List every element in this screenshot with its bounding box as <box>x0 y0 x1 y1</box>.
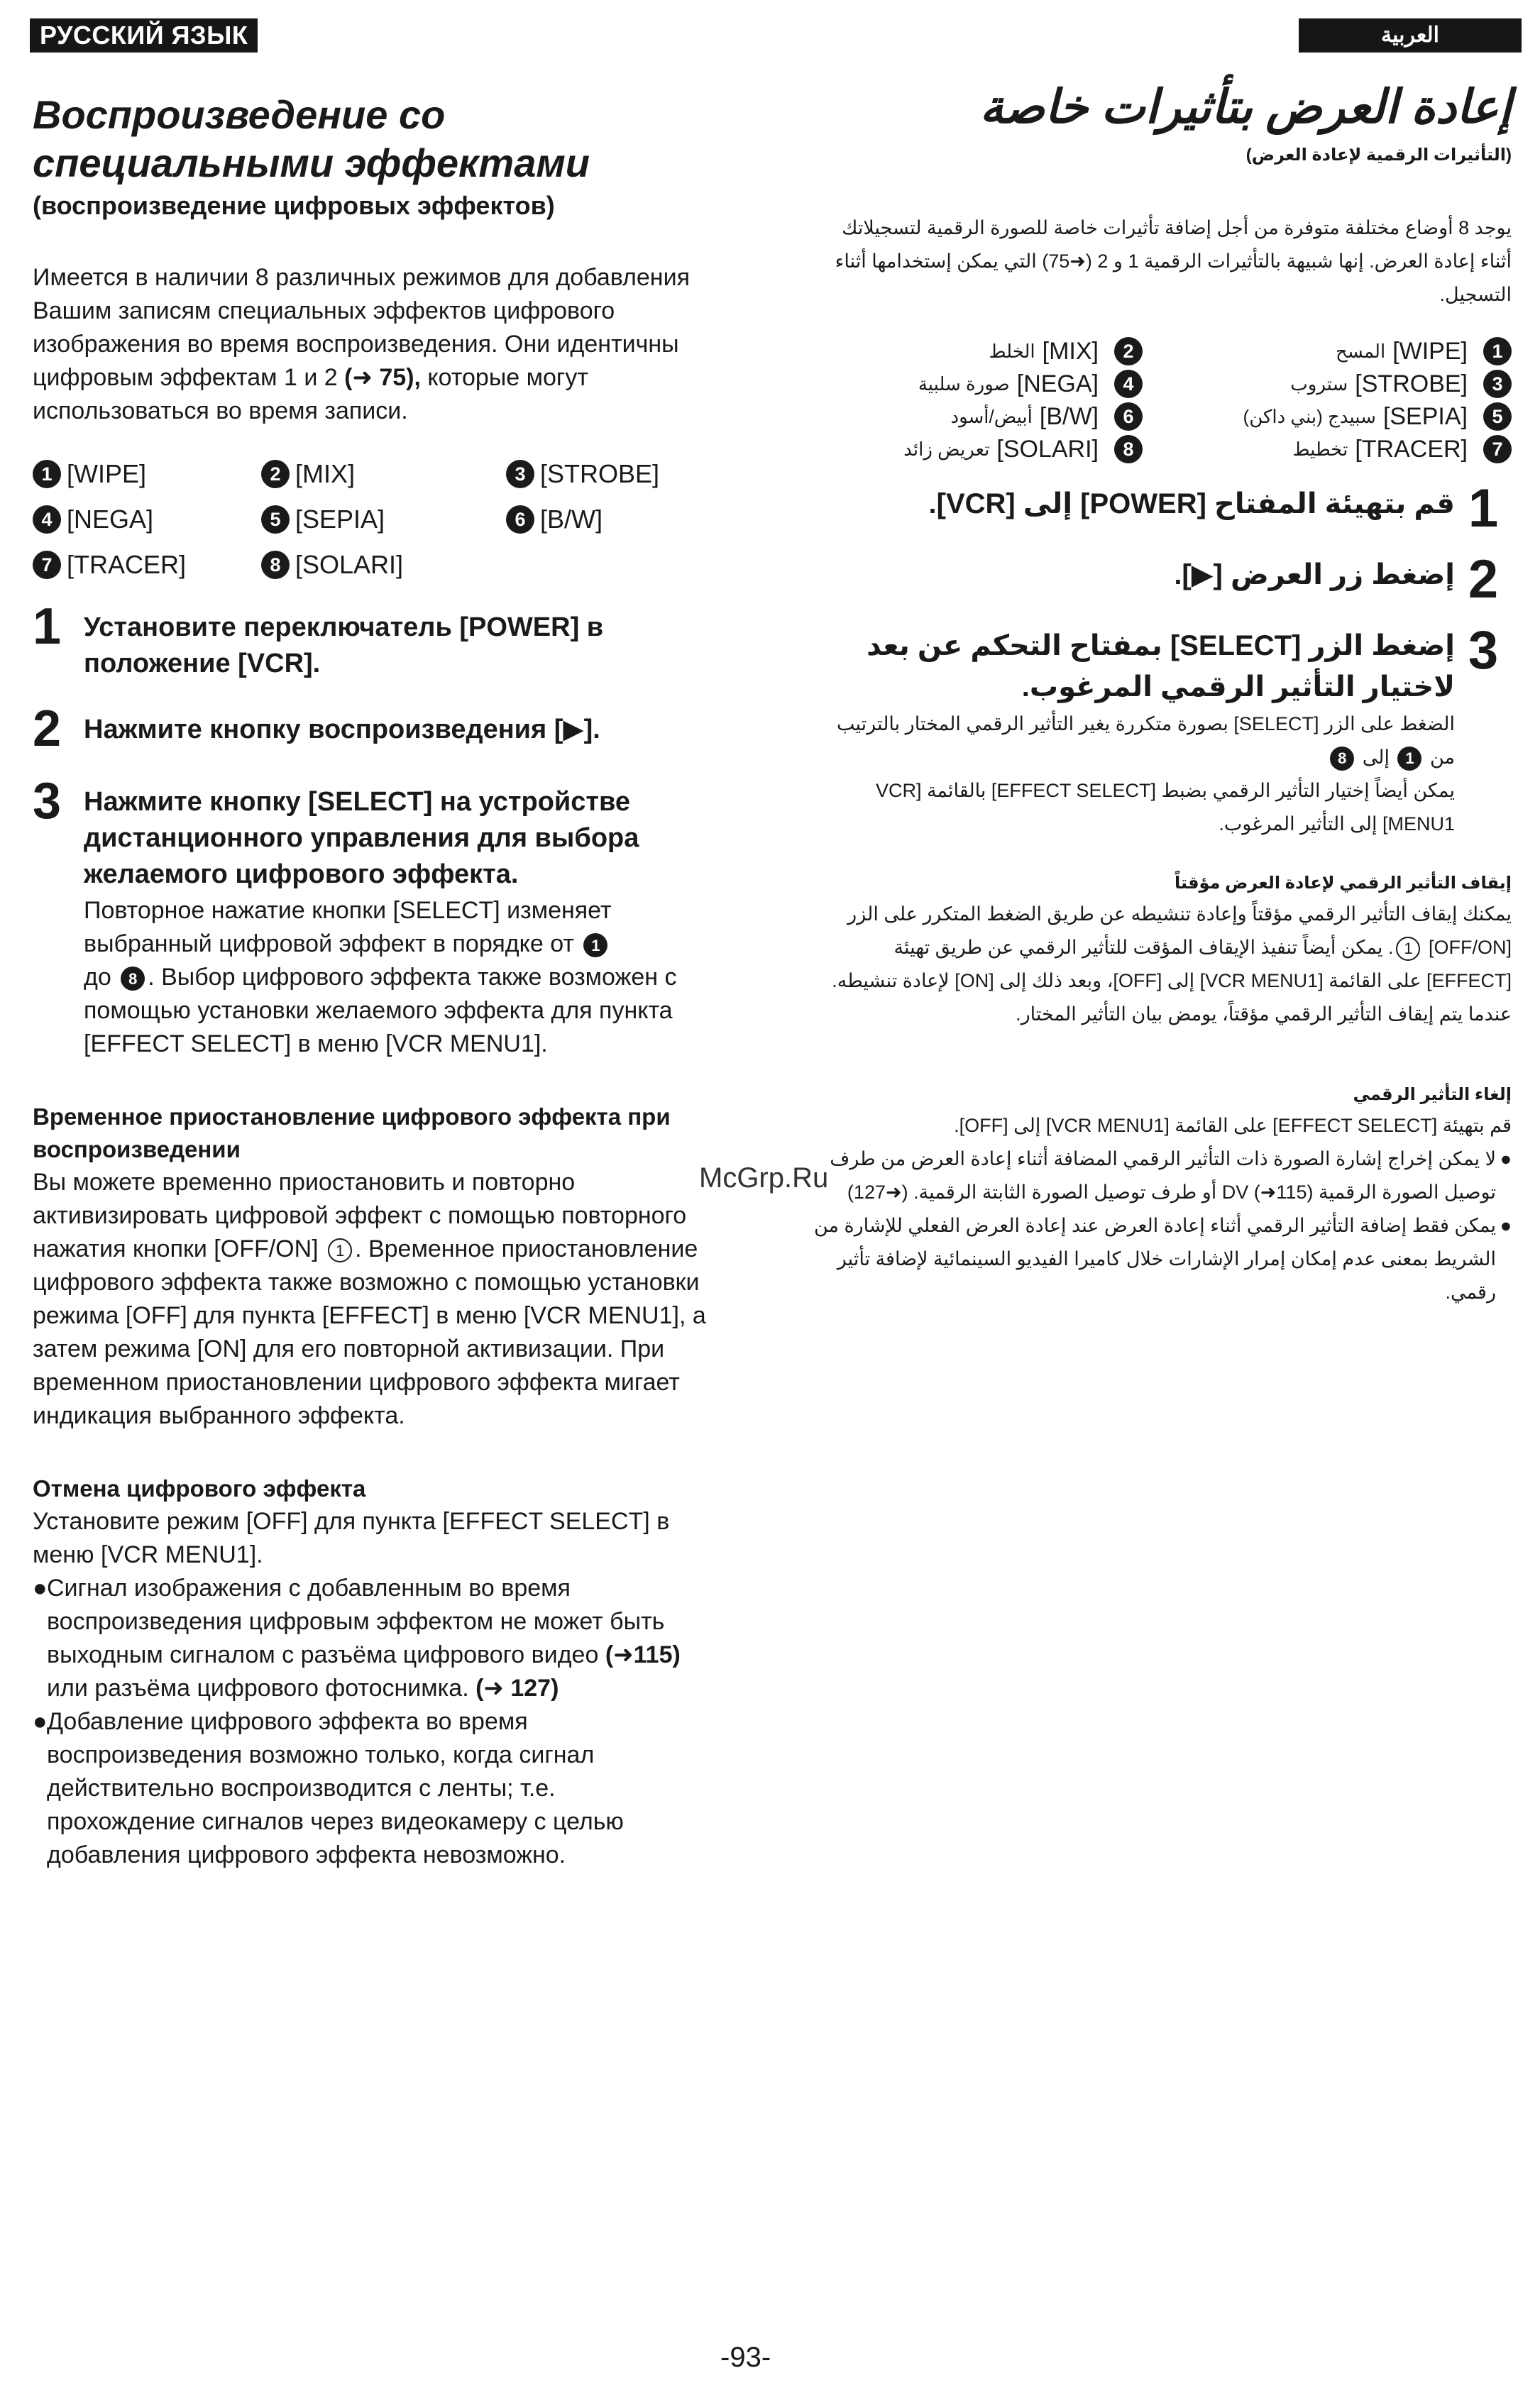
step-number: 3 <box>1468 620 1499 681</box>
note-text: или разъёма цифрового фотоснимка. <box>47 1675 476 1702</box>
pause-text-end: . Временное приостановление цифрового эффекта также возможно с помощью установки режима [OFF] для пункта [EFFECT] в меню [VCR MENU1], а затем режима [ON] для его повторной активизации. При временном приостановлении цифрового эффекта мигает индикация выбранного эффекта. <box>33 1235 706 1429</box>
pause-text-start: Вы можете временно приостановить и повторно активизировать цифровой эффект с помощью повторного нажатия кнопки [OFF/ON] <box>33 1169 687 1262</box>
number-badge-icon: 4 <box>1114 370 1143 398</box>
step-instruction: قم بتهيئة المفتاح [POWER] إلى [VCR]. <box>928 488 1455 519</box>
mode-item <box>845 337 1143 365</box>
page-title <box>33 91 707 187</box>
page-ref: (➜115) <box>605 1641 681 1668</box>
section-heading: إيقاف التأثير الرقمي لإعادة العرض مؤقتاً <box>1175 874 1512 893</box>
mode-label: [MIX] <box>1042 337 1099 365</box>
step-instruction: Нажмите кнопку [SELECT] на устройстве дистанционного управления для выбора желаемого цифрового эффекта. <box>84 787 639 889</box>
mode-word: تخطيط <box>1292 438 1348 460</box>
note-bullet <box>33 1572 707 1705</box>
detail-text: يمكن أيضاً إختيار التأثير الرقمي بضبط [EFFECT SELECT] بالقائمة [VCR MENU1] إلى التأثير المرغوب. <box>875 780 1455 835</box>
step-number: 2 <box>33 700 62 757</box>
note-text: Добавление цифрового эффекта во время воспроизведения возможно только, когда сигнал действительно воспроизводится с ленты; т.е. прохождение сигналов через видеокамеру с целью добавления цифрового эффекта невозможно. <box>47 1708 624 1868</box>
step-number: 2 <box>1468 549 1499 610</box>
mode-item <box>33 550 261 580</box>
detail-text: до <box>84 964 111 991</box>
mode-item <box>506 505 705 534</box>
mode-label: [WIPE] <box>1392 337 1468 365</box>
step-number: 1 <box>33 598 62 655</box>
arabic-subtitle: (التأثيرات الرقمية لإعادة العرض) <box>1245 145 1512 165</box>
number-badge-icon: 4 <box>33 505 61 534</box>
step-instruction: إضغط زر العرض [▶]. <box>1174 559 1455 590</box>
mode-item <box>1143 435 1512 463</box>
pause-section <box>33 1101 707 1433</box>
mode-word: ستروب <box>1290 373 1348 395</box>
arabic-column <box>809 78 1512 1309</box>
mode-word: الخلط <box>989 340 1035 362</box>
bullet-icon: ● <box>33 1575 48 1602</box>
number-badge-icon: 8 <box>121 967 145 991</box>
mode-item <box>33 459 261 489</box>
number-badge-icon: 1 <box>583 933 607 957</box>
arabic-step-2 <box>809 549 1512 610</box>
mode-item <box>845 435 1143 463</box>
bullet-icon: ● <box>1500 1215 1512 1236</box>
step-instruction: Установите переключатель [POWER] в положение [VCR]. <box>84 612 604 678</box>
intro-paragraph <box>33 261 707 428</box>
mode-label: [SEPIA] <box>1382 402 1468 430</box>
page-ref: (➜ 127) <box>475 1675 559 1702</box>
arabic-intro: يوجد 8 أوضاع مختلفة متوفرة من أجل إضافة تأثيرات خاصة للصورة الرقمية لتسجيلاتك أثناء إعادة العرض. إنها شبيهة بالتأثيرات الرقمية 1 و 2 (➜75) التي يمكن إستخدامها أثناء التسجيل. <box>835 217 1512 305</box>
step-2 <box>33 700 707 757</box>
mode-label: [NEGA] <box>67 505 154 534</box>
step-3 <box>33 773 707 1061</box>
number-badge-icon: 1 <box>33 460 61 488</box>
russian-column <box>33 91 707 1872</box>
mode-label: [TRACER] <box>67 550 187 579</box>
number-badge-icon: 2 <box>1114 337 1143 365</box>
number-badge-icon: 5 <box>261 505 290 534</box>
arabic-step-1 <box>809 478 1512 539</box>
mode-word: سبيدج (بني داكن) <box>1243 405 1376 427</box>
number-badge-icon: 6 <box>506 505 534 534</box>
section-heading: Временное приостановление цифрового эффекта при воспроизведении <box>33 1103 671 1162</box>
number-badge-icon: 3 <box>506 460 534 488</box>
number-badge-icon: 8 <box>261 551 290 579</box>
section-heading: إلغاء التأثير الرقمي <box>1353 1085 1512 1104</box>
language-tab-russian: РУССКИЙ ЯЗЫК <box>30 18 258 53</box>
mode-label: [SOLARI] <box>996 435 1099 463</box>
note-text: Сигнал изображения с добавленным во время воспроизведения цифровым эффектом не может быть выходным сигналом с разъёма цифрового видео <box>47 1575 665 1668</box>
arabic-title: إعادة العرض بتأثيرات خاصة <box>979 80 1512 133</box>
mode-item <box>845 402 1143 431</box>
mode-item <box>1143 370 1512 398</box>
step-3-details <box>84 894 707 1061</box>
watermark: McGrp.Ru <box>699 1162 829 1194</box>
mode-label: [MIX] <box>295 459 356 488</box>
arabic-cancel-section <box>809 1081 1512 1309</box>
detail-text: الضغط على الزر [SELECT] بصورة متكررة يغير التأثير الرقمي المختار بالترتيب من <box>836 713 1455 768</box>
mode-label: [SOLARI] <box>295 550 404 579</box>
note-bullet <box>809 1209 1512 1309</box>
mode-word: تعريض زائد <box>903 438 990 460</box>
note-bullet <box>809 1142 1512 1209</box>
language-tab-arabic: العربية <box>1299 18 1522 53</box>
number-badge-icon: 7 <box>1483 435 1512 463</box>
effect-mode-list <box>33 459 707 580</box>
number-badge-icon: 3 <box>1483 370 1512 398</box>
page-number: -93- <box>720 2342 771 2373</box>
step-1 <box>33 598 707 682</box>
mode-word: أبيض/أسود <box>950 405 1033 427</box>
arabic-pause-section <box>809 869 1512 1031</box>
step-instruction: Нажмите кнопку воспроизведения [▶]. <box>84 715 600 744</box>
number-badge-icon: 6 <box>1114 402 1143 431</box>
bullet-icon: ● <box>33 1708 48 1735</box>
note-text: يمكن فقط إضافة التأثير الرقمي أثناء إعادة العرض عند إعادة العرض الفعلي للإشارة من الشريط بمعنى عدم إمكان إمرار الإشارات خلال كاميرا الفيديو السينمائية لإضافة تأثير رقمي. <box>813 1215 1496 1303</box>
pause-text <box>33 1166 707 1433</box>
step-number: 1 <box>1468 478 1499 539</box>
detail-text: Повторное нажатие кнопки [SELECT] изменяет выбранный цифровой эффект в порядке от <box>84 897 612 957</box>
mode-item <box>261 505 506 534</box>
mode-label: [STROBE] <box>540 459 660 488</box>
number-badge-icon: 8 <box>1114 435 1143 463</box>
arabic-step-3 <box>809 620 1512 841</box>
pause-text-end: . يمكن أيضاً تنفيذ الإيقاف المؤقت للتأثير الرقمي عن طريق تهيئة [EFFECT] على القائمة [VCR MENU1] إلى [OFF]، وبعد ذلك إلى [ON] لإعادة تنشيطه. عندما يتم إيقاف التأثير الرقمي مؤقتاً، يومض بيان التأثير المختار. <box>832 937 1512 1025</box>
mode-item <box>506 459 705 489</box>
mode-label: [B/W] <box>1039 402 1099 430</box>
arabic-step-3-details <box>809 707 1455 774</box>
mode-item <box>1143 402 1512 431</box>
note-bullet <box>33 1705 707 1872</box>
pause-text-start: يمكنك إيقاف التأثير الرقمي مؤقتاً وإعادة تنشيطه عن طريق الضغط المتكرر على الزر [OFF/ON] <box>847 903 1512 958</box>
detail-text: . Выбор цифрового эффекта также возможен с помощью установки желаемого эффекта для пункта [EFFECT SELECT] в меню [VCR MENU1]. <box>84 964 677 1057</box>
mode-item <box>33 505 261 534</box>
cancel-text: قم بتهيئة [EFFECT SELECT] على القائمة [VCR MENU1] إلى [OFF]. <box>954 1115 1512 1136</box>
number-badge-icon: 8 <box>1330 747 1354 771</box>
title-line-1: Воспроизведение со <box>33 92 446 137</box>
number-badge-icon: 7 <box>33 551 61 579</box>
step-number: 3 <box>33 773 62 830</box>
arabic-effect-mode-list <box>809 337 1512 463</box>
number-badge-icon: 1 <box>1397 747 1421 771</box>
number-badge-icon: 2 <box>261 460 290 488</box>
circled-number-icon: 1 <box>1396 937 1420 961</box>
bullet-icon: ● <box>1500 1148 1512 1169</box>
mode-item <box>261 459 506 489</box>
mode-label: [WIPE] <box>67 459 147 488</box>
intro-page-ref: (➜ 75), <box>344 364 421 391</box>
note-text: لا يمكن إخراج إشارة الصورة ذات التأثير الرقمي المضافة أثناء إعادة العرض من طرف توصيل الصورة الرقمية DV (➜115) أو طرف توصيل الصورة الثابتة الرقمية. (➜127) <box>830 1148 1496 1203</box>
intro-text-end: которые могут использоваться во время записи. <box>33 364 588 424</box>
step-instruction: إضغط الزر [SELECT] بمفتاح التحكم عن بعد لاختيار التأثير الرقمي المرغوب. <box>867 630 1455 703</box>
mode-label: [STROBE] <box>1355 370 1468 397</box>
cancel-section <box>33 1472 707 1872</box>
mode-label: [B/W] <box>540 505 603 534</box>
title-line-2: специальными эффектами <box>33 141 590 185</box>
intro-text: Имеется в наличии 8 различных режимов для добавления Вашим записям специальных эффектов цифрового изображения во время воспроизведения. Они идентичны цифровым эффектам 1 и 2 <box>33 264 690 391</box>
arabic-pause-text <box>809 898 1512 1031</box>
mode-word: المسح <box>1336 340 1386 362</box>
detail-text: إلى <box>1362 747 1390 768</box>
section-heading: Отмена цифрового эффекта <box>33 1475 366 1502</box>
mode-label: [SEPIA] <box>295 505 385 534</box>
mode-label: [TRACER] <box>1355 435 1468 463</box>
mode-word: صورة سلبية <box>918 373 1010 395</box>
cancel-text: Установите режим [OFF] для пункта [EFFECT SELECT] в меню [VCR MENU1]. <box>33 1508 670 1568</box>
circled-number-icon: 1 <box>328 1238 352 1262</box>
number-badge-icon: 5 <box>1483 402 1512 431</box>
mode-item <box>1143 337 1512 365</box>
mode-label: [NEGA] <box>1016 370 1099 397</box>
page-subtitle: (воспроизведение цифровых эффектов) <box>33 191 555 220</box>
number-badge-icon: 1 <box>1483 337 1512 365</box>
mode-item <box>261 550 506 580</box>
mode-item <box>845 370 1143 398</box>
